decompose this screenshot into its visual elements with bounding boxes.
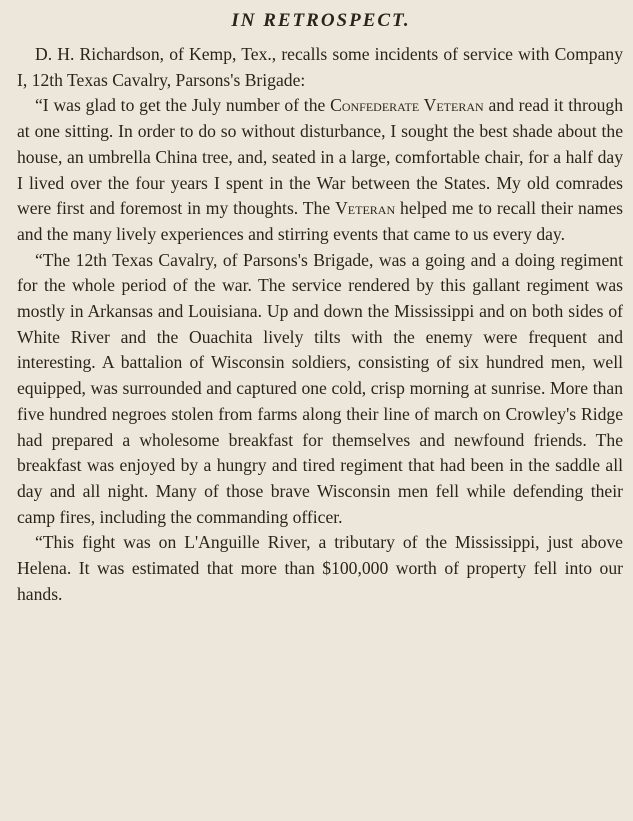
paragraph-1 [17, 93, 623, 247]
publication-name: Confederate Veteran [330, 95, 484, 116]
paragraph-1-text-c: and read it through at one sitting. In order to do so without disturbance, I sought the best shade about the house, an umbrella China tree, and, seated in a large, comfortable chair, for a half day I lived over the four years I spent in the War between the States. My old comrades were first and foremost in my thoughts. The [17, 95, 624, 219]
paragraph-1-text-a: “I was glad to get the July number of the [35, 95, 331, 116]
paragraph-3: “This fight was on L'Anguille River, a tributary of the Mississippi, just above Helena. It was estimated that more than $100,000 worth of property fell into our hands. [17, 532, 623, 604]
publication-short-name: Veteran [335, 198, 396, 219]
paragraph-1-text-e: helped me to recall their names and the many lively experiences and stirring events that came to us every day. [17, 198, 623, 244]
paragraph-2: “The 12th Texas Cavalry, of Parsons's Brigade, was a going and a doing regiment for the whole period of the war. The service rendered by this gallant regiment was mostly in Arkansas and Louisiana. Up and down the Mississippi and on both sides of White River and the Ouachita lively tilts with the enemy were frequent and interesting. A battalion of Wisconsin soldiers, consisting of six hundred men, well equipped, was surrounded and captured one cold, crisp morning at sunrise. More than five hundred negroes stolen from farms along their line of march on Crowley's Ridge had prepared a wholesome breakfast for themselves and newfound friends. The breakfast was enjoyed by a hungry and tired regiment that had been in the saddle all day and all night. Many of those brave Wisconsin men fell while defending their camp fires, including the commanding officer. [17, 249, 623, 527]
intro-paragraph: D. H. Richardson, of Kemp, Tex., recalls some incidents of service with Company I, 12th Texas Cavalry, Parsons's Brigade: [17, 44, 623, 90]
article-title: IN RETROSPECT. [231, 10, 411, 31]
